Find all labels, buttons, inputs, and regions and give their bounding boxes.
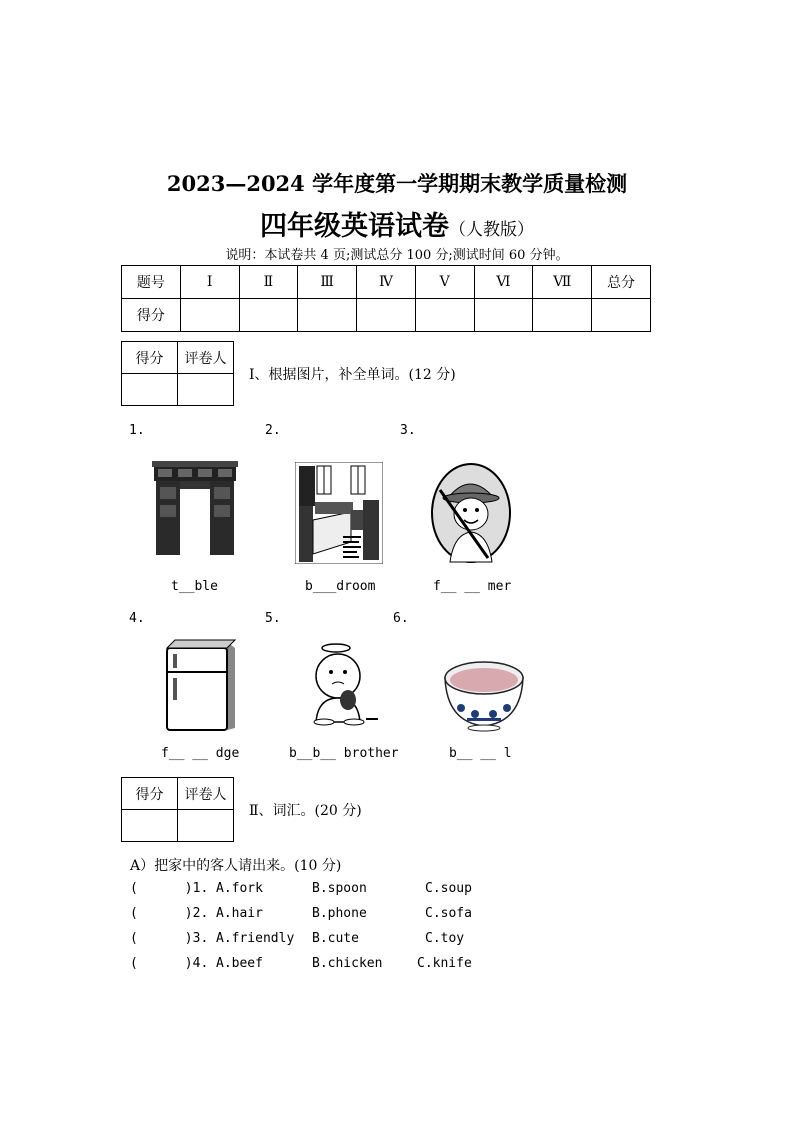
fill-word: b__ __ l (449, 746, 512, 761)
score-table-cell: Ⅴ (415, 266, 474, 299)
option-a: A.beef (216, 956, 263, 971)
option-b: B.spoon (312, 881, 367, 896)
score-input-cell[interactable] (239, 299, 298, 332)
score-input-cell[interactable] (357, 299, 416, 332)
grader-score-cell[interactable] (122, 810, 178, 842)
item-number: 1. (129, 423, 145, 438)
score-input-cell[interactable] (298, 299, 357, 332)
answer-bracket[interactable]: ( )2. (130, 906, 209, 921)
score-table-cell: Ⅵ (474, 266, 533, 299)
option-c: C.toy (425, 931, 465, 946)
option-c: C.soup (425, 881, 472, 896)
score-table (121, 265, 651, 332)
score-table-cell: Ⅰ (180, 266, 239, 299)
fill-word: b__b__ brother (289, 746, 399, 761)
exam-edition: （人教版） (449, 220, 534, 240)
score-table-header-row (122, 266, 651, 299)
score-table-cell: 题号 (122, 266, 181, 299)
exam-subtitle-main: 四年级英语试卷 (260, 211, 449, 242)
option-b: B.cute (312, 931, 359, 946)
item-number: 6. (393, 611, 409, 626)
grader-score-label: 得分 (122, 342, 178, 374)
item-number: 5. (265, 611, 281, 626)
baby-icon (302, 640, 382, 726)
bowl-icon (443, 656, 525, 732)
option-a: A.friendly (216, 931, 295, 946)
answer-bracket[interactable]: ( )1. (130, 881, 209, 896)
score-table-cell: Ⅳ (357, 266, 416, 299)
item-number: 3. (400, 423, 416, 438)
score-input-cell[interactable] (415, 299, 474, 332)
score-input-cell[interactable] (180, 299, 239, 332)
section2-title: Ⅱ、词汇。(20 分) (249, 803, 362, 819)
item-number: 2. (265, 423, 281, 438)
grader-box-section2 (121, 777, 234, 842)
score-input-cell[interactable] (533, 299, 592, 332)
bedroom-icon (295, 462, 383, 564)
option-a: A.fork (216, 881, 263, 896)
answer-bracket[interactable]: ( )3. (130, 931, 209, 946)
score-table-cell: Ⅶ (533, 266, 592, 299)
score-input-cell[interactable] (474, 299, 533, 332)
fridge-icon (165, 638, 237, 732)
score-input-cell[interactable] (592, 299, 651, 332)
grader-name-label: 评卷人 (178, 342, 234, 374)
part-a-title: A）把家中的客人请出来。(10 分) (130, 858, 342, 874)
grader-score-label: 得分 (122, 778, 178, 810)
score-table-cell: Ⅲ (298, 266, 357, 299)
item-number: 4. (129, 611, 145, 626)
exam-title: 2023—2024 学年度第一学期期末教学质量检测 (166, 171, 628, 196)
grader-name-cell[interactable] (178, 374, 234, 406)
grader-name-label: 评卷人 (178, 778, 234, 810)
option-b: B.chicken (312, 956, 383, 971)
exam-subtitle (0, 204, 794, 243)
score-table-row-label: 得分 (122, 299, 181, 332)
fill-word: t__ble (171, 579, 218, 594)
score-table-score-row (122, 299, 651, 332)
grader-score-cell[interactable] (122, 374, 178, 406)
score-table-cell: Ⅱ (239, 266, 298, 299)
fill-word: b___droom (305, 579, 376, 594)
grader-box-section1 (121, 341, 234, 406)
answer-bracket[interactable]: ( )4. (130, 956, 209, 971)
option-c: C.knife (417, 956, 472, 971)
fill-word: f__ __ dge (161, 746, 240, 761)
score-table-cell: 总分 (592, 266, 651, 299)
farmer-icon (430, 462, 512, 564)
option-c: C.sofa (425, 906, 472, 921)
fill-word: f__ __ mer (433, 579, 512, 594)
question-row (130, 956, 472, 1031)
grader-name-cell[interactable] (178, 810, 234, 842)
section1-title: Ⅰ、根据图片，补全单词。(12 分) (249, 367, 456, 383)
option-a: A.hair (216, 906, 263, 921)
exam-note: 说明：本试卷共 4 页;测试总分 100 分;测试时间 60 分钟。 (225, 248, 569, 263)
option-b: B.phone (312, 906, 367, 921)
desk-icon (150, 455, 240, 560)
